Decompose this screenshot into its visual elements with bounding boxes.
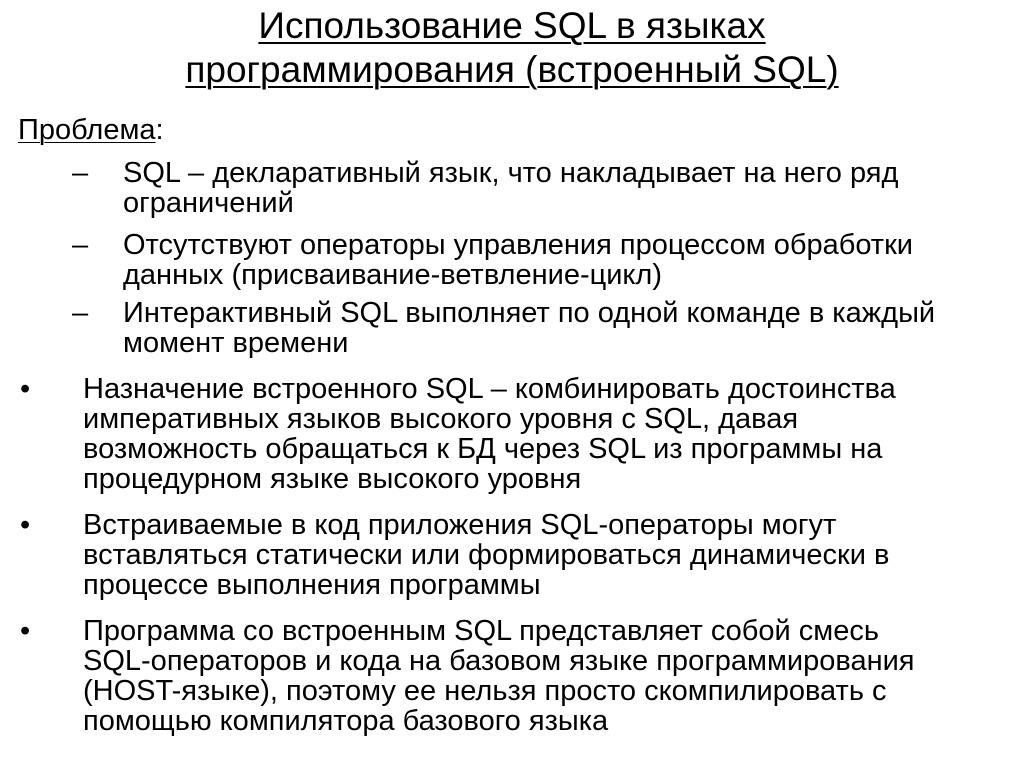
bullet-line: вставляться статически или формироваться динамически в (83, 539, 890, 571)
sub-item-line: Интерактивный SQL выполняет по одной команде в каждый (123, 297, 936, 329)
sub-item-line: момент времени (123, 327, 349, 359)
sub-item-line: SQL – декларативный язык, что накладывает на него ряд (123, 157, 899, 189)
bullet-line: Встраиваемые в код приложения SQL-операторы могут (83, 509, 837, 541)
dash-marker: – (72, 297, 89, 329)
problem-label: Проблема (18, 114, 156, 146)
bullet-line: Назначение встроенного SQL – комбинировать достоинства (83, 373, 896, 405)
bullet-marker: • (20, 615, 31, 647)
bullet-marker: • (20, 509, 31, 541)
bullet-line: процедурном языке высокого уровня (83, 463, 582, 495)
sub-item-line: данных (присваивание-ветвление-цикл) (123, 259, 663, 291)
bullet-line: помощью компилятора базового языка (83, 705, 609, 737)
sub-item-line: Отсутствуют операторы управления процессом обработки (123, 229, 913, 261)
dash-marker: – (72, 157, 89, 189)
problem-heading (18, 114, 164, 146)
bullet-marker: • (20, 373, 31, 405)
page-title (0, 4, 1024, 92)
bullet-line: возможность обращаться к БД через SQL из программы на (83, 433, 883, 465)
problem-colon: : (155, 114, 164, 146)
page-title-line-2: программирования (встроенный SQL) (185, 49, 839, 90)
bullet-line: императивных языков высокого уровня с SQL, давая (83, 403, 799, 435)
page-title-line-1: Использование SQL в языках (258, 5, 766, 46)
dash-marker: – (72, 229, 89, 261)
bullet-line: (HOST-языке), поэтому ее нельзя просто скомпилировать с (83, 675, 887, 707)
bullet-line: процессе выполнения программы (83, 569, 541, 601)
bullet-line: SQL-операторов и кода на базовом языке программирования (83, 645, 915, 677)
bullet-line: Программа со встроенным SQL представляет собой смесь (83, 615, 879, 647)
sub-item-line: ограничений (123, 187, 294, 219)
